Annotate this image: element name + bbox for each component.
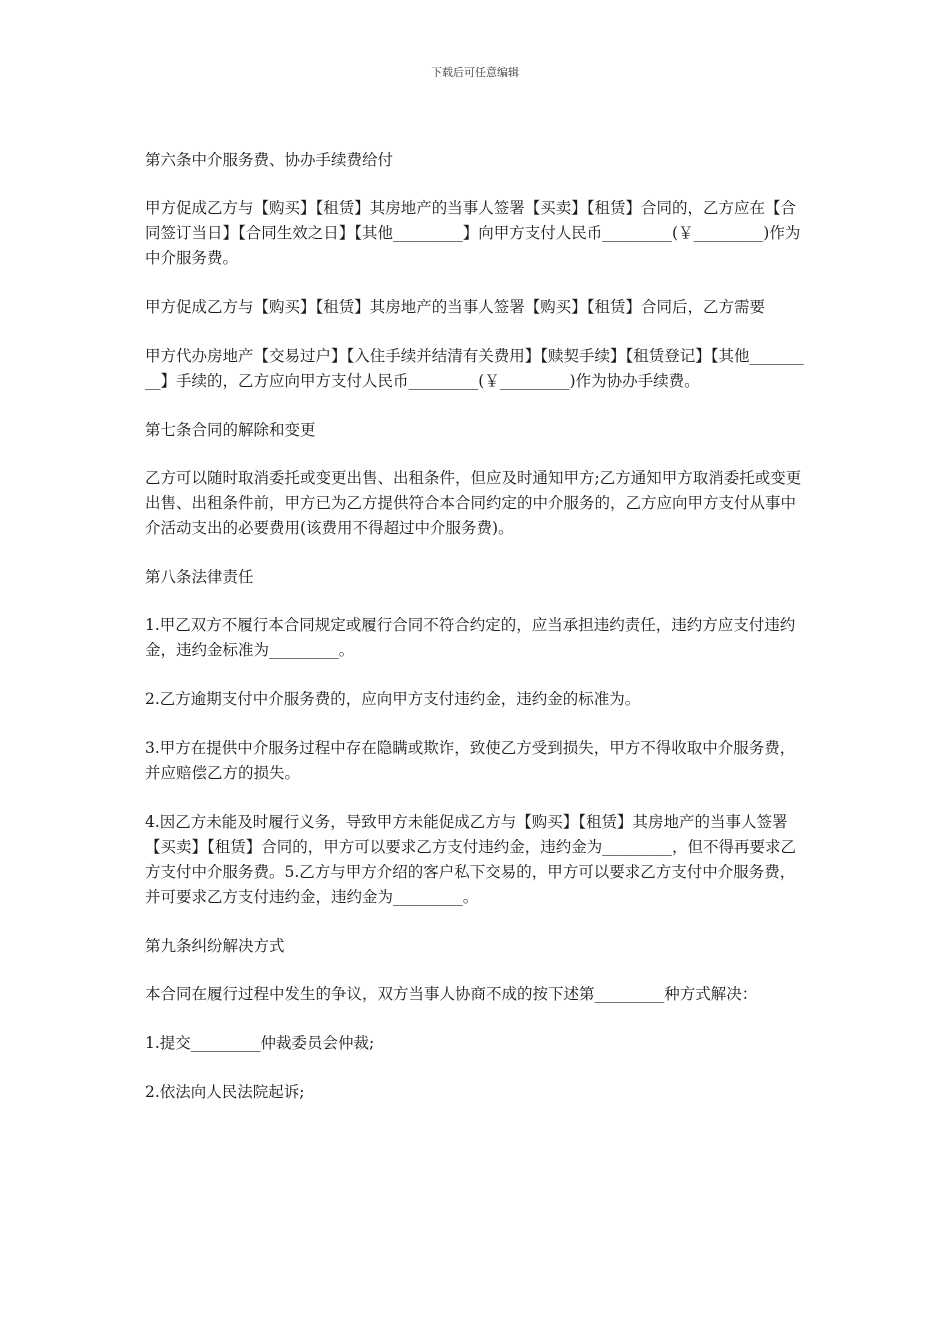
paragraph-liability-2: 2.乙方逾期支付中介服务费的，应向甲方支付违约金，违约金的标准为。 (145, 690, 641, 708)
paragraph-liability-4-5: 4.因乙方未能及时履行义务，导致甲方未能促成乙方与【购买】【租赁】其房地产的当事人签署【买卖】【租赁】合同的，甲方可以要求乙方支付违约金，违约金为_________，但不得再要求乙方支付中介服务费。5.乙方与甲方介绍的客户私下交易的，甲方可以要求乙方支付中介服务费，并可要求乙方支付违约金，违约金为_________。 (145, 813, 797, 906)
paragraph-party-a-facilitates: 甲方促成乙方与【购买】【租赁】其房地产的当事人签署【购买】【租赁】合同后，乙方需要 (145, 298, 766, 316)
paragraph-dispute-option-1: 1.提交_________仲裁委员会仲裁; (145, 1034, 375, 1052)
page-header-note: 下载后可任意编辑 (431, 66, 519, 79)
paragraph-service-fee: 甲方促成乙方与【购买】【租赁】其房地产的当事人签署【买卖】【租赁】合同的，乙方应在【合同签订当日】【合同生效之日】【其他_________】向甲方支付人民币_________(￥_________)作为中介服务费。 (145, 199, 801, 267)
section-heading-article-7: 第七条合同的解除和变更 (145, 421, 316, 439)
section-heading-article-9: 第九条纠纷解决方式 (145, 937, 285, 955)
paragraph-dispute-option-2: 2.依法向人民法院起诉; (145, 1083, 305, 1101)
paragraph-liability-3: 3.甲方在提供中介服务过程中存在隐瞒或欺诈，致使乙方受到损失，甲方不得收取中介服务费，并应赔偿乙方的损失。 (145, 739, 796, 782)
paragraph-dispute-intro: 本合同在履行过程中发生的争议，双方当事人协商不成的按下述第_________种方式解决： (145, 985, 758, 1003)
paragraph-liability-1: 1.甲乙双方不履行本合同规定或履行合同不符合约定的，应当承担违约责任，违约方应支付违约金，违约金标准为_________。 (145, 616, 796, 659)
section-heading-article-8: 第八条法律责任 (145, 568, 254, 586)
section-heading-article-6: 第六条中介服务费、协办手续费给付 (145, 151, 394, 169)
paragraph-assistance-fee: 甲方代办房地产【交易过户】【入住手续并结清有关费用】【赎契手续】【租赁登记】【其他_________】手续的，乙方应向甲方支付人民币_________(￥_________)作为协办手续费。 (145, 347, 804, 390)
document-body (145, 148, 807, 1129)
paragraph-termination: 乙方可以随时取消委托或变更出售、出租条件，但应及时通知甲方;乙方通知甲方取消委托或变更出售、出租条件前，甲方已为乙方提供符合本合同约定的中介服务的，乙方应向甲方支付从事中介活动支出的必要费用(该费用不得超过中介服务费)。 (145, 469, 802, 537)
